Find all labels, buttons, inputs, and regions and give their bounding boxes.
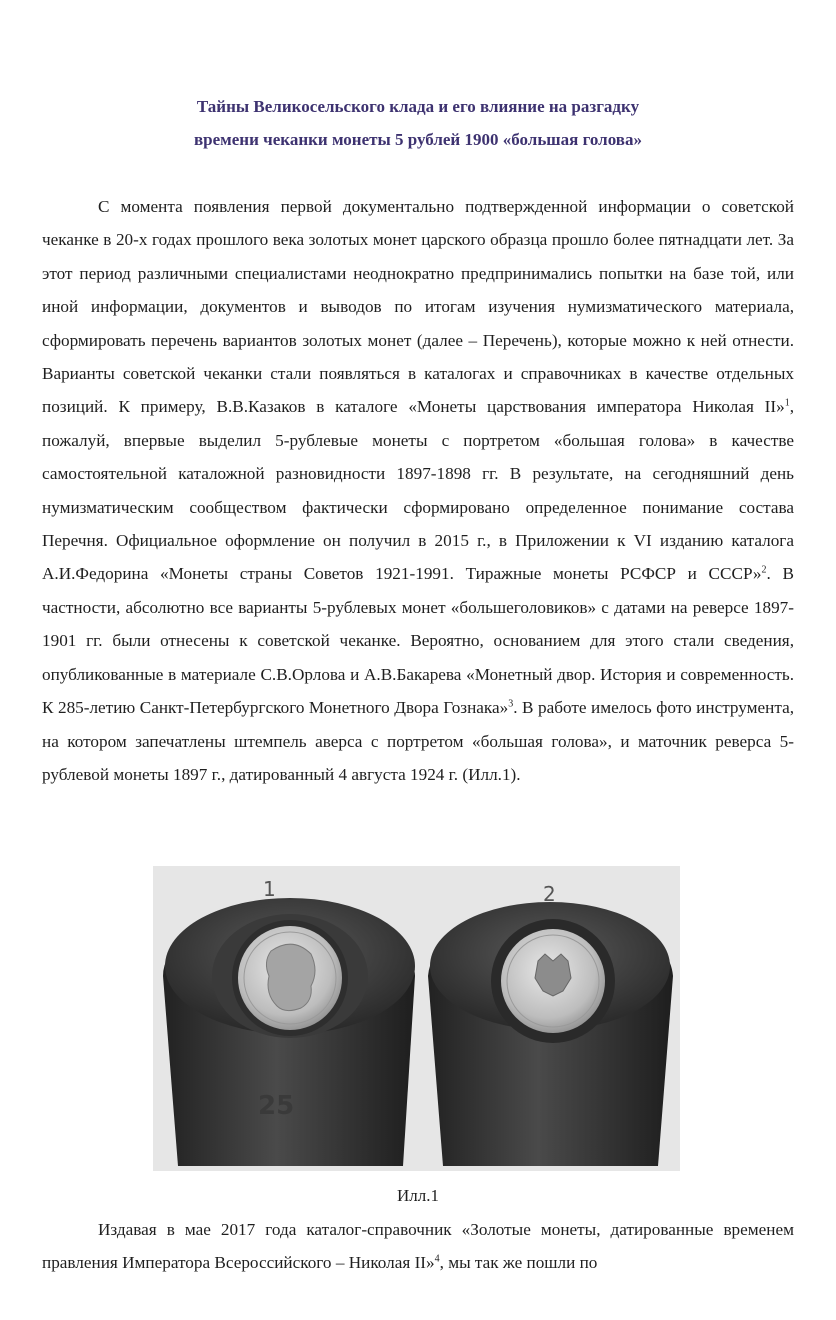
right-die [428,882,673,1166]
paragraph-1-text-d: . В работе имелось фото инструмента, на котором запечатлены штемпель аверса с портретом «большая голова», и маточник реверса 5-рублевой монеты 1897 г., датированный 4 августа 1924 г. (Илл.1). [42,698,795,784]
figure-coin-dies-photo [153,866,680,1171]
left-die-number: 1 [263,877,276,901]
document-title [40,90,796,156]
footnote-ref-4[interactable]: 4 [434,1253,440,1265]
paragraph-2-text-b: , мы так же пошли по [439,1253,598,1273]
right-die-number: 2 [543,882,556,906]
body-paragraph-2 [42,1213,794,1280]
left-die-mark: 25 [258,1091,295,1121]
title-line-2: времени чеканки монеты 5 рублей 1900 «большая голова» [194,130,642,149]
footnote-ref-1[interactable]: 1 [784,397,790,409]
body-paragraph-1 [42,190,794,791]
paragraph-1-text-b: , пожалуй, впервые выделил 5-рублевые монеты с портретом «большая голова» в качестве самостоятельной каталожной разновидности 1897-1898 гг. В результате, на сегодняшний день нумизматическим сообществом фактически сформировано определенное понимание состава Перечня. Официальное оформление он получил в 2015 г., в Приложении к VI изданию каталога А.И.Федорина «Монеты страны Советов 1921-1991. Тиражные монеты РСФСР и СССР» [42,397,794,584]
footnote-ref-3[interactable]: 3 [508,698,514,710]
footnote-ref-2[interactable]: 2 [761,564,767,576]
left-die [163,877,415,1166]
figure-caption: Илл.1 [397,1186,439,1205]
paragraph-1-text-c: . В частности, абсолютно все варианты 5-рублевых монет «большеголовиков» с датами на реверсе 1897-1901 гг. были отнесены к советской чеканке. Вероятно, основанием для этого стали сведения, опубликованные в материале С.В.Орлова и А.В.Бакарева «Монетный двор. История и современность. К 285-летию Санкт-Петербургского Монетного Двора Гознака» [42,564,794,718]
paragraph-1-text-a: С момента появления первой документально подтвержденной информации о советской чеканке в 20-х годах прошлого века золотых монет царского образца прошло более пятнадцати лет. За этот период различными специалистами неоднократно предпринимались попытки на базе той, или иной информации, документов и выводов по итогам изучения нумизматического материала, сформировать перечень вариантов золотых монет (далее – Перечень), которые можно к ней отнести. Варианты советской чеканки стали появляться в каталогах и справочниках в качестве отдельных позиций. К примеру, В.В.Казаков в каталоге «Монеты царствования императора Николая II» [42,197,794,417]
title-line-1: Тайны Великосельского клада и его влияние на разгадку [196,97,640,116]
coin-dies-illustration [153,866,680,1171]
portrait-relief [266,944,315,1010]
paragraph-2-text-a: Издавая в мае 2017 года каталог-справочник «Золотые монеты, датированные временем правления Императора Всероссийского – Николая II» [42,1220,794,1273]
